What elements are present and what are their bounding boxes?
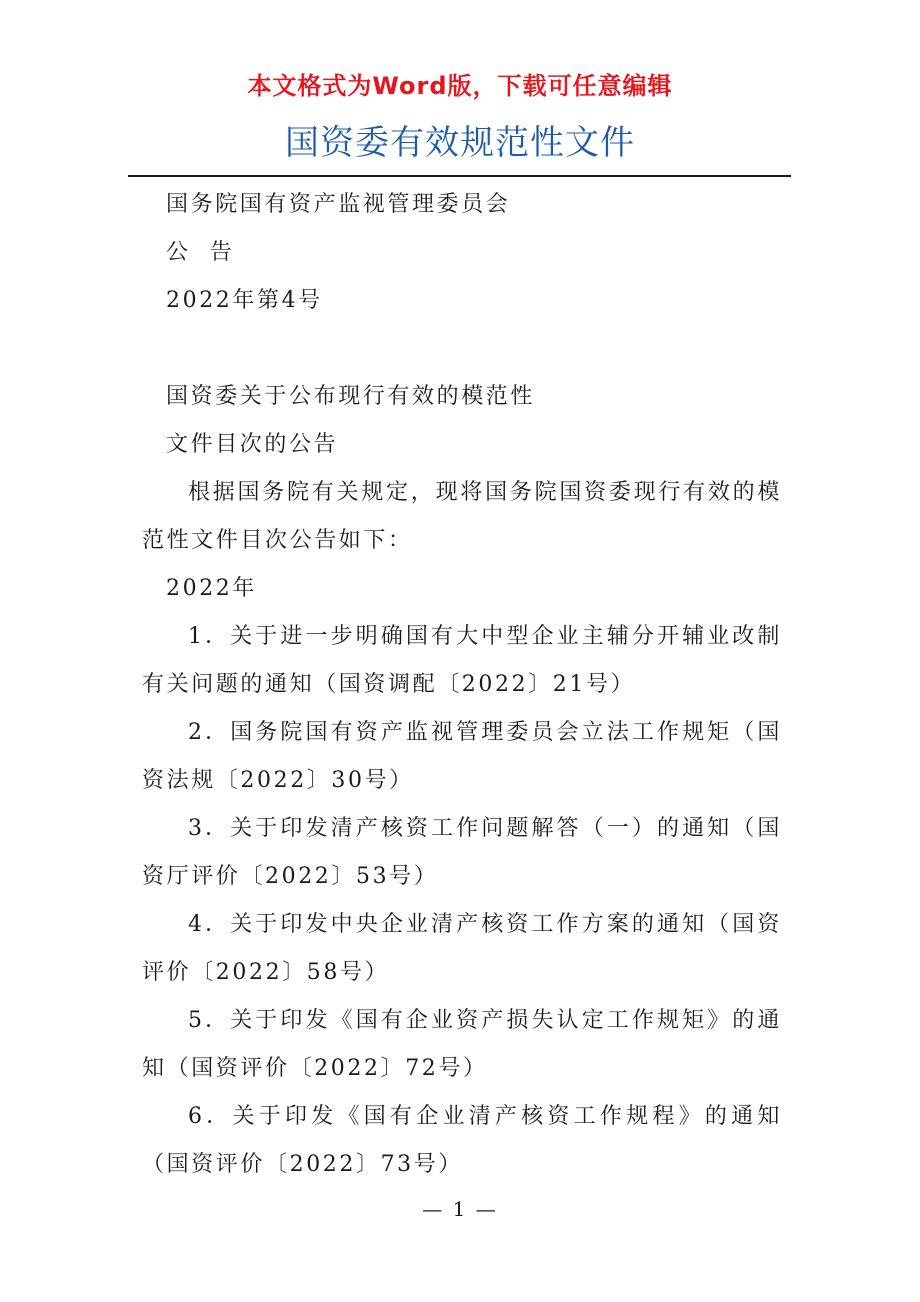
intro-paragraph: 根据国务院有关规定，现将国务院国资委现行有效的模范性文件目次公告如下： <box>142 480 782 553</box>
document-title: 国资委有效规范性文件 <box>285 123 635 163</box>
download-banner: 本文格式为Word版，下载可任意编辑 <box>247 72 673 100</box>
list-item: 1．关于进一步明确国有大中型企业主辅分开辅业改制有关问题的通知（国资调配〔2022〕21号） <box>142 624 782 697</box>
subject-line-1: 国资委关于公布现行有效的模范性 <box>166 384 536 409</box>
list-item: 6．关于印发《国有企业清产核资工作规程》的通知（国资评价〔2022〕73号） <box>142 1104 782 1177</box>
list-item: 2．国务院国有资产监视管理委员会立法工作规矩（国资法规〔2022〕30号） <box>142 720 782 793</box>
document-body <box>142 181 782 1189</box>
notice-line: 公 告 <box>166 240 235 265</box>
notice-number: 2022年第4号 <box>166 288 323 313</box>
list-item: 5．关于印发《国有企业资产损失认定工作规矩》的通知（国资评价〔2022〕72号） <box>142 1008 782 1081</box>
list-item: 3．关于印发清产核资工作问题解答（一）的通知（国资厅评价〔2022〕53号） <box>142 816 782 889</box>
list-item: 4．关于印发中央企业清产核资工作方案的通知（国资评价〔2022〕58号） <box>142 912 782 985</box>
subject-line-2: 文件目次的公告 <box>166 432 339 457</box>
year-heading: 2022年 <box>166 576 257 601</box>
page-number: — 1 — <box>422 1197 498 1221</box>
issuer-line: 国务院国有资产监视管理委员会 <box>166 192 511 217</box>
blank-line <box>142 325 782 373</box>
title-divider <box>128 175 791 177</box>
